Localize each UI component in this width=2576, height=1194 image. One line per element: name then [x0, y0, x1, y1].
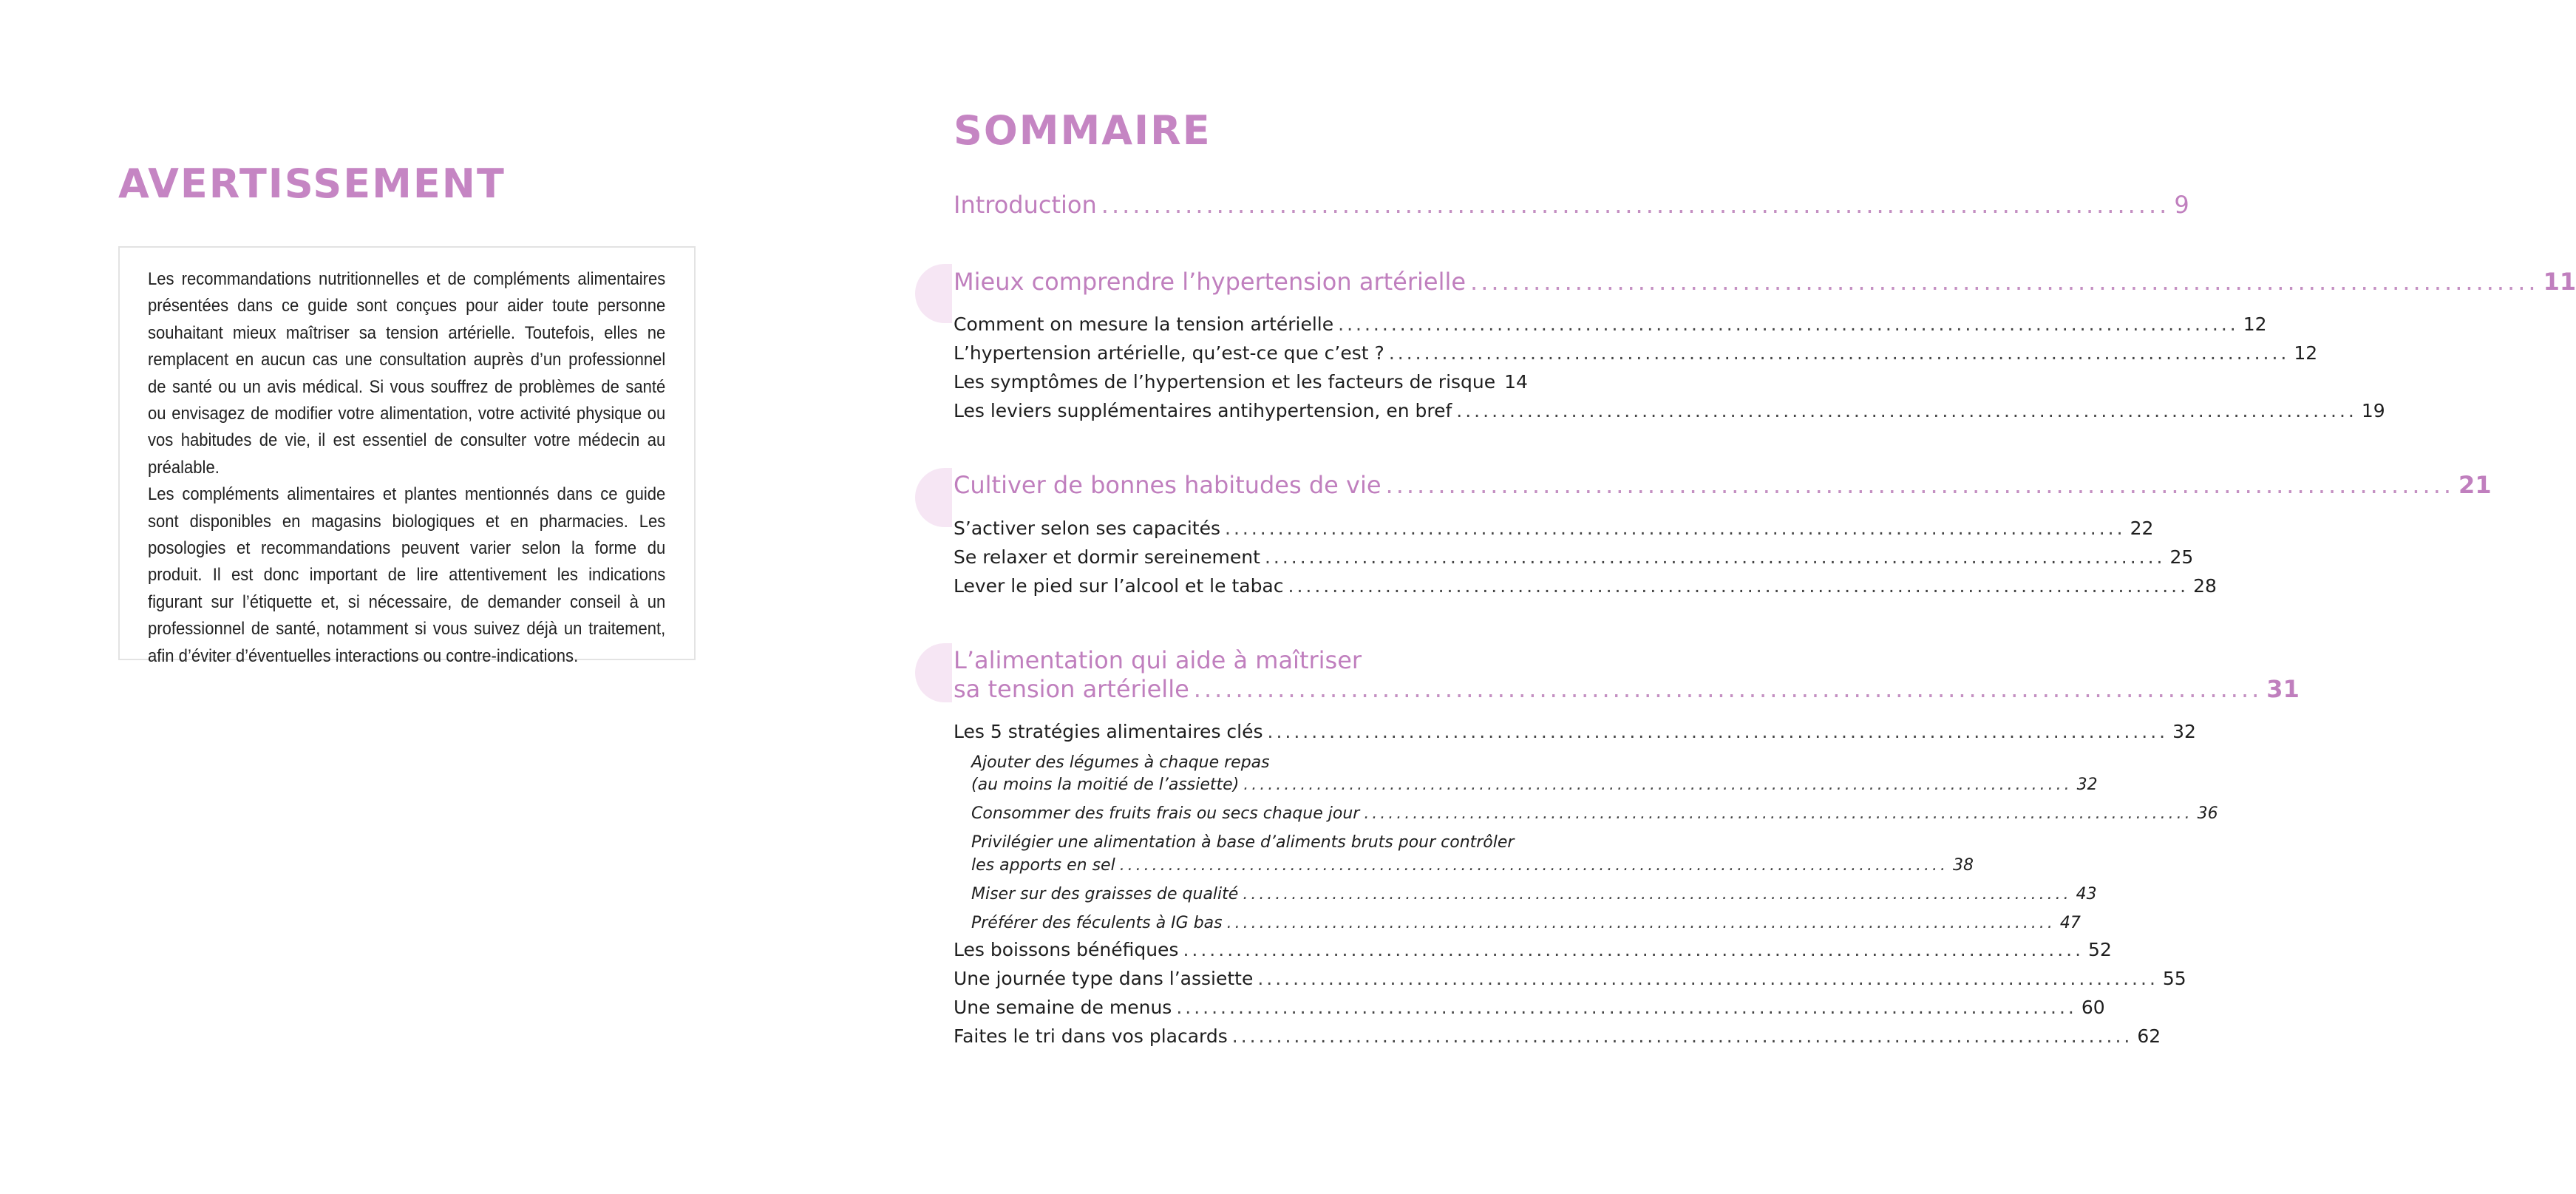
warning-box: [118, 246, 696, 666]
toc-entry-page: 55: [2162, 968, 2186, 989]
dot-leader: ......................................................................................................: [1470, 268, 2539, 296]
dot-leader: ......................................................................................................: [1257, 968, 2158, 989]
toc-entry[interactable]: [954, 313, 2267, 335]
dot-leader: ......................................................................................................: [1456, 400, 2357, 421]
warning-text: Les recommandations nutritionnelles et de compléments alimentaires présentées dans ce guide sont conçues pour aider toute personne souhaitant mieux maîtriser sa tension artérielle. Toutefois, elles ne remplacent en aucun cas une consultation auprès d’un professionnel de santé ou un avis médical. Si vous souffrez de problèmes de santé ou envisagez de modifier votre alimentation, votre activité physique ou vos habitudes de vie, il est essentiel de consulter votre médecin au préalable. Les compléments alimentaires et plantes mentionnés dans ce guide sont disponibles en magasins biologiques et en pharmacies. Les posologies et recommandations peuvent varier selon la forme du produit. Il est donc important de lire attentivement les indications figurant sur l’étiquette et, si nécessaire, de demander conseil à un professionnel de santé, notamment si vous suivez déjà un traitement, afin d’éviter d’éventuelles interactions ou contre-indications.: [148, 269, 666, 666]
toc-entry-page: 9: [2174, 191, 2189, 219]
dot-leader: ......................................................................................................: [1226, 914, 2056, 932]
toc-entry[interactable]: [954, 575, 2217, 597]
toc-entry-label: Lever le pied sur l’alcool et le tabac: [954, 575, 1284, 597]
toc-entry-label: Comment on mesure la tension artérielle: [954, 313, 1334, 335]
toc-entry[interactable]: [954, 939, 2112, 960]
chapter-marker-1: [915, 264, 952, 323]
toc-entry[interactable]: [954, 721, 2196, 742]
toc-entry-page: 12: [2294, 342, 2318, 364]
toc-entry-page: 32: [2076, 776, 2098, 794]
toc-entry[interactable]: [954, 546, 2194, 568]
toc-chapter-page: 21: [2458, 471, 2492, 499]
toc-entry[interactable]: [954, 371, 1527, 393]
dot-leader: ......................................................................................................: [1243, 776, 2073, 794]
dot-leader: ......................................................................................................: [1288, 575, 2189, 597]
toc-entry-label: Miser sur des graisses de qualité: [971, 885, 1239, 903]
toc-entry-label: Se relaxer et dormir sereinement: [954, 546, 1260, 568]
toc-subentry[interactable]: [971, 914, 2081, 932]
toc-entry-label: S’activer selon ses capacités: [954, 518, 1220, 539]
toc-entry-label: Les 5 stratégies alimentaires clés: [954, 721, 1263, 742]
toc-subentry[interactable]: [971, 776, 2098, 794]
dot-leader: ......................................................................................................: [1119, 856, 1948, 875]
dot-leader: ......................................................................................................: [1338, 313, 2239, 335]
toc-entry-label: Faites le tri dans vos placards: [954, 1025, 1228, 1047]
dot-leader: ......................................................................................................: [1385, 471, 2455, 499]
dot-leader: ......................................................................................................: [1267, 721, 2169, 742]
dot-leader: ......................................................................................................: [1183, 939, 2084, 960]
toc-chapter-page: 11: [2543, 268, 2576, 296]
dot-leader: ......................................................................................................: [1243, 885, 2072, 903]
dot-leader: ......................................................................................................: [1231, 1025, 2133, 1047]
toc-chapter-label: sa tension artérielle: [954, 675, 1189, 703]
toc-entry-page: 22: [2130, 518, 2154, 539]
toc-entry-label: (au moins la moitié de l’assiette): [971, 776, 1240, 794]
dot-leader: ......................................................................................................: [1193, 675, 2263, 703]
toc-chapter-label: Mieux comprendre l’hypertension artérielle: [954, 268, 1467, 296]
toc-subentry[interactable]: [971, 856, 1974, 875]
toc-chapter-2[interactable]: [954, 471, 2492, 499]
warning-title: AVERTISSEMENT: [118, 160, 506, 207]
toc-entry-label: Une semaine de menus: [954, 997, 1172, 1018]
dot-leader: ......................................................................................................: [1388, 342, 2290, 364]
toc-subentry[interactable]: [971, 804, 2218, 823]
dot-leader: ......................................................................................................: [1225, 518, 2126, 539]
toc-entry-page: 19: [2361, 400, 2385, 421]
dot-leader: ......................................................................................................: [1176, 997, 2077, 1018]
toc-subentry-label-line1[interactable]: Privilégier une alimentation à base d’aliments bruts pour contrôler: [971, 833, 1515, 852]
toc-entry-page: 47: [2059, 914, 2081, 932]
chapter-marker-2: [915, 468, 952, 527]
toc-chapter-1[interactable]: [954, 268, 2576, 296]
dot-leader: ......................................................................................................: [1264, 546, 2166, 568]
toc-entry-label: Préférer des féculents à IG bas: [971, 914, 1223, 932]
dot-leader: ......................................................................................................: [1101, 191, 2170, 219]
dot-leader: ......................................................................................................: [1364, 804, 2193, 823]
toc-entry-label: Les leviers supplémentaires antihypertension, en bref: [954, 400, 1452, 421]
toc-entry-label: Consommer des fruits frais ou secs chaque jour: [971, 804, 1360, 823]
toc-entry-label: Une journée type dans l’assiette: [954, 968, 1254, 989]
toc-chapter-3[interactable]: [954, 675, 2300, 703]
toc-entry-page: 12: [2243, 313, 2267, 335]
toc-entry-introduction[interactable]: [954, 191, 2189, 219]
toc-entry-page: 52: [2088, 939, 2112, 960]
toc-entry-page: 28: [2193, 575, 2217, 597]
toc-entry-label: L’hypertension artérielle, qu’est-ce que c’est ?: [954, 342, 1384, 364]
toc-subentry[interactable]: [971, 885, 2097, 903]
toc-chapter-label: Cultiver de bonnes habitudes de vie: [954, 471, 1382, 499]
toc-entry[interactable]: [954, 518, 2154, 539]
toc-entry[interactable]: [954, 1025, 2161, 1047]
toc-entry-page: 38: [1953, 856, 1974, 875]
toc-entry-page: 62: [2137, 1025, 2161, 1047]
toc-entry-page: 36: [2197, 804, 2218, 823]
toc-entry-page: 60: [2081, 997, 2105, 1018]
toc-entry-page: 32: [2172, 721, 2196, 742]
chapter-marker-3: [915, 643, 952, 702]
toc-entry-label: Les symptômes de l’hypertension et les facteurs de risque: [954, 371, 1496, 393]
toc-entry[interactable]: [954, 997, 2105, 1018]
toc-entry-label: Introduction: [954, 191, 1097, 219]
toc-chapter-page: 31: [2266, 675, 2300, 703]
toc-entry-page: 43: [2076, 885, 2097, 903]
toc-entry-label: les apports en sel: [971, 856, 1115, 875]
toc-chapter-3-label-line1[interactable]: L’alimentation qui aide à maîtriser: [954, 646, 1362, 674]
toc-entry[interactable]: [954, 968, 2186, 989]
toc-entry[interactable]: [954, 400, 2385, 421]
toc-title: SOMMAIRE: [954, 107, 1211, 154]
toc-subentry-label-line1[interactable]: Ajouter des légumes à chaque repas: [971, 753, 1270, 772]
toc-entry-label: Les boissons bénéfiques: [954, 939, 1179, 960]
toc-entry-page: 25: [2169, 546, 2194, 568]
toc-entry-page: 14: [1504, 371, 1528, 393]
toc-entry[interactable]: [954, 342, 2318, 364]
